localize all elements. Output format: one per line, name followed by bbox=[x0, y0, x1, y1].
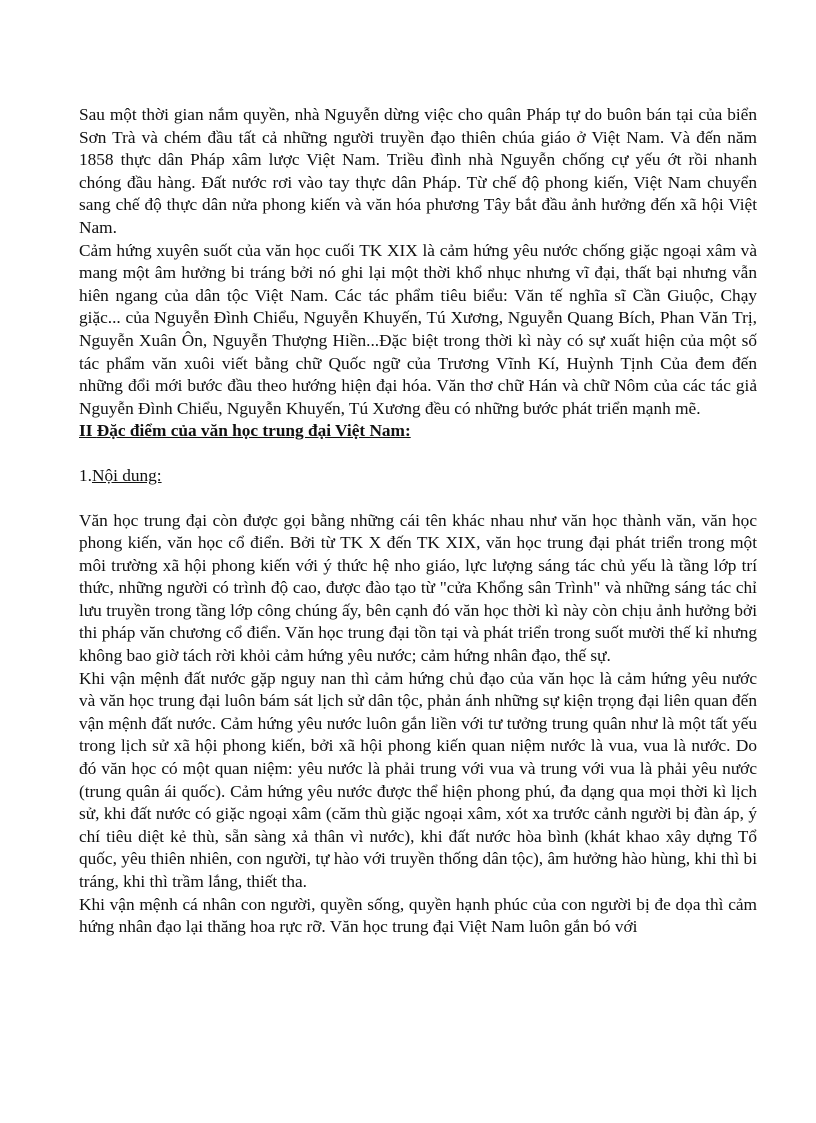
paragraph-history: Sau một thời gian nắm quyền, nhà Nguyễn dừng việc cho quân Pháp tự do buôn bán tại của biển Sơn Trà và chém đầu tất cả những người truyền đạo thiên chúa giáo ở Việt Nam. Và đến năm 1858 thực dân Pháp xâm lược Việt Nam. Triều đình nhà Nguyễn chống cự yếu ớt rồi nhanh chóng đầu hàng. Đất nước rơi vào tay thực dân Pháp. Từ chế độ phong kiến, Việt Nam chuyển sang chế độ thực dân nửa phong kiến và văn hóa phương Tây bắt đầu ảnh hưởng đến xã hội Việt Nam. bbox=[79, 105, 757, 237]
subheading bbox=[79, 465, 757, 488]
paragraph-inspiration: Cảm hứng xuyên suốt của văn học cuối TK XIX là cảm hứng yêu nước chống giặc ngoại xâm và mang một âm hưởng bi tráng bởi nó ghi lại một thời khổ nhục nhưng vĩ đại, thất bại nhưng vẫn hiên ngang của dân tộc Việt Nam. Các tác phẩm tiêu biểu: Văn tế nghĩa sĩ Cần Giuộc, Chạy giặc... của Nguyễn Đình Chiểu, Nguyễn Khuyến, Tú Xương, Nguyễn Quang Bích, Phan Văn Trị, Nguyễn Xuân Ôn, Nguyễn Thượng Hiền...Đặc biệt trong thời kì này có sự xuất hiện của một số tác phẩm văn xuôi viết bằng chữ Quốc ngữ của Trương Vĩnh Kí, Huỳnh Tịnh Của đem đến những đổi mới bước đầu theo hướng hiện đại hóa. Văn thơ chữ Hán và chữ Nôm của các tác giả Nguyễn Đình Chiểu, Nguyễn Khuyến, Tú Xương đều có những bước phát triển mạnh mẽ. bbox=[79, 240, 757, 418]
section-heading-number: II bbox=[79, 421, 97, 441]
paragraph-humanism: Khi vận mệnh cá nhân con người, quyền sống, quyền hạnh phúc của con người bị đe dọa thì cảm hứng nhân đạo lại thăng hoa rực rỡ. Văn học trung đại Việt Nam luôn gắn bó với bbox=[79, 894, 757, 937]
subheading-number: 1. bbox=[79, 465, 92, 485]
section-heading bbox=[79, 420, 757, 443]
paragraph-patriotism: Khi vận mệnh đất nước gặp nguy nan thì cảm hứng chủ đạo của văn học là cảm hứng yêu nước và văn học trung đại luôn bám sát lịch sử dân tộc, phản ánh những sự kiện trọng đại liên quan đến vận mệnh đất nước. Cảm hứng yêu nước luôn gắn liền với tư tưởng trung quân như là một tất yếu trong lịch sử xã hội phong kiến, bởi xã hội phong kiến quan niệm nước là vua, vua là nước. Do đó văn học có một quan niệm: yêu nước là phải trung với vua và trung với vua là phải yêu nước (trung quân ái quốc). Cảm hứng yêu nước được thể hiện phong phú, đa dạng qua mọi thời kì lịch sử, khi đất nước có giặc ngoại xâm (căm thù giặc ngoại xâm, xót xa trước cảnh người bị đàn áp, ý chí tiêu diệt kẻ thù, sẵn sàng xả thân vì nước), khi đất nước hòa bình (khát khao xây dựng Tổ quốc, yêu thiên nhiên, con người, tự hào với truyền thống dân tộc), âm hưởng hào hùng, khi thì bi tráng, khi thì trầm lắng, thiết tha. bbox=[79, 668, 757, 891]
document-page bbox=[79, 104, 757, 939]
paragraph-medieval-literature: Văn học trung đại còn được gọi bằng những cái tên khác nhau như văn học thành văn, văn học phong kiến, văn học cổ điển. Bởi từ TK X đến TK XIX, văn học trung đại phát triển trong một môi trường xã hội phong kiến với ý thức hệ nho giáo, lực lượng sáng tác chủ yếu là tầng lớp trí thức, những người có trình độ cao, được đào tạo từ "cửa Khổng sân Trình" và những sáng tác chỉ lưu truyền trong tầng lớp công chúng ấy, bên cạnh đó văn học thời kì này còn chịu ảnh hưởng bởi thi pháp văn chương cổ điển. Văn học trung đại tồn tại và phát triển trong suốt mười thế kỉ nhưng không bao giờ tách rời khỏi cảm hứng yêu nước; cảm hứng nhân đạo, thế sự. bbox=[79, 510, 757, 666]
section-heading-title: Đặc điểm của văn học trung đại Việt Nam: bbox=[96, 421, 411, 441]
subheading-title: Nội dung: bbox=[91, 465, 162, 485]
